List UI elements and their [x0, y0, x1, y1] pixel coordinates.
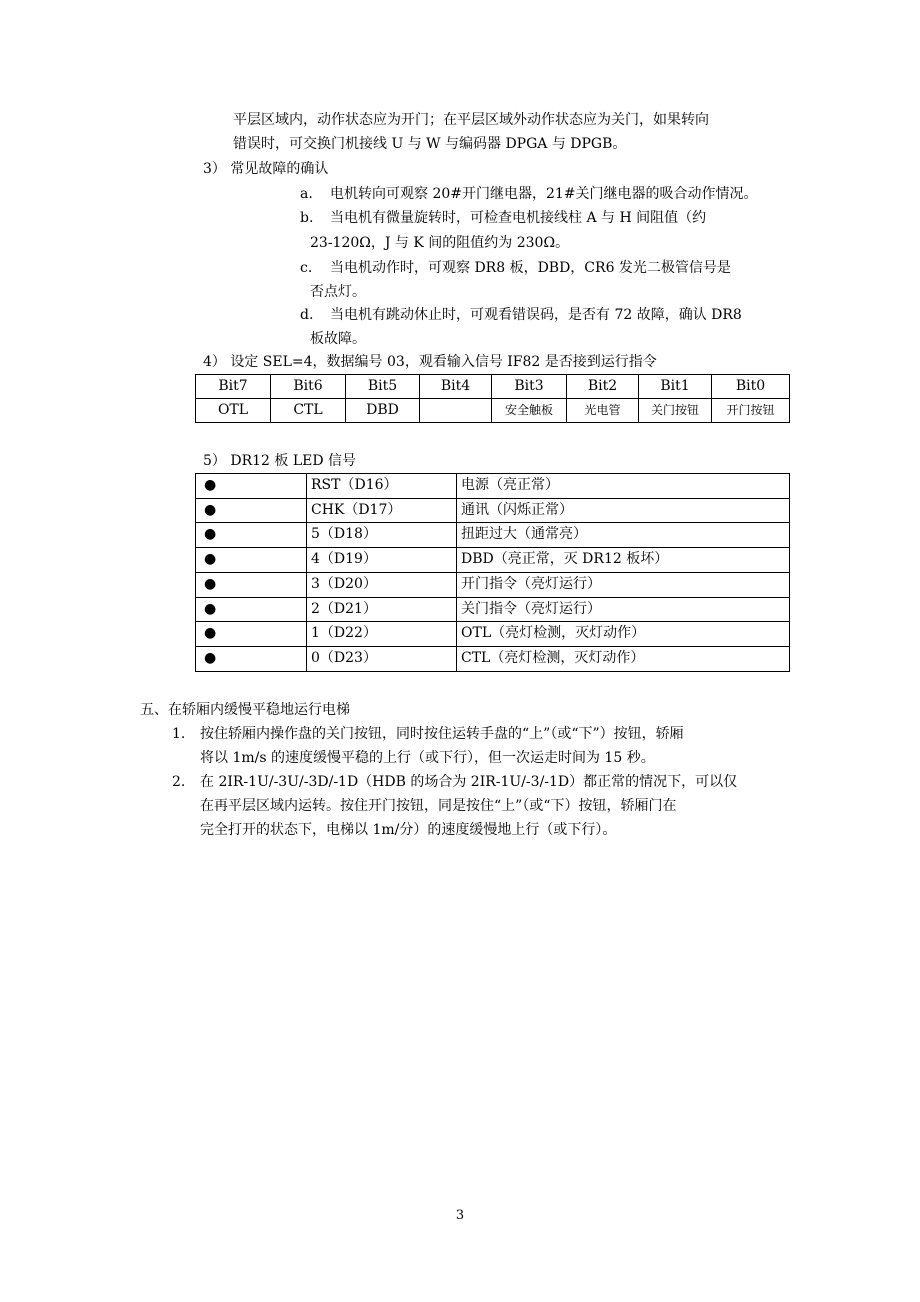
led-bullet: ● — [196, 548, 307, 573]
list-item-text: 在 2IR-1U/-3U/-3D/-1D（HDB 的场合为 2IR-1U/-3/-1D）都正常的情况下，可以仅 — [200, 774, 738, 790]
led-name: 3（D20） — [307, 572, 457, 597]
bit-value-cell: 光电管 — [567, 399, 639, 423]
led-bullet: ● — [196, 474, 307, 499]
paragraph-line: 错误时，可交换门机接线 U 与 W 与编码器 DPGA 与 DPGB。 — [233, 136, 627, 152]
bit-header-cell: Bit7 — [196, 375, 271, 399]
subitem-text: 当电机有跳动休止时，可观看错误码，是否有 72 故障，确认 DR8 — [330, 307, 742, 323]
bit-value-cell: 安全触板 — [492, 399, 567, 423]
led-bullet: ● — [196, 523, 307, 548]
bit-value-cell: DBD — [346, 399, 420, 423]
subitem-marker: c. — [300, 260, 313, 276]
bit-header-cell: Bit3 — [492, 375, 567, 399]
led-row — [196, 498, 790, 523]
led-name: RST（D16） — [307, 474, 457, 499]
bit-value-cell: 开门按钮 — [712, 399, 790, 423]
led-row — [196, 523, 790, 548]
bit-value-cell: CTL — [271, 399, 346, 423]
bit-value-cell — [420, 399, 492, 423]
led-row — [196, 646, 790, 671]
subitem-text: 当电机动作时，可观察 DR8 板，DBD，CR6 发光二极管信号是 — [330, 260, 731, 276]
bit-header-cell: Bit0 — [712, 375, 790, 399]
subitem-text: 否点灯。 — [310, 284, 366, 300]
subitem-text: 板故障。 — [310, 331, 366, 347]
led-name: 4（D19） — [307, 548, 457, 573]
item4-title: 4） 设定 SEL=4，数据编号 03，观看输入信号 IF82 是否接到运行指令 — [203, 354, 657, 370]
bit-value-cell: 关门按钮 — [639, 399, 712, 423]
led-row — [196, 572, 790, 597]
led-meaning: 通讯（闪烁正常） — [457, 498, 790, 523]
led-bullet: ● — [196, 646, 307, 671]
led-name: 0（D23） — [307, 646, 457, 671]
input-signal-bit-table — [195, 374, 790, 423]
subitem-marker: d. — [300, 307, 314, 323]
page-number: 3 — [455, 1208, 465, 1223]
led-row — [196, 548, 790, 573]
led-meaning: 关门指令（亮灯运行） — [457, 597, 790, 622]
subitem-text: 23-120Ω，J 与 K 间的阻值约为 230Ω。 — [310, 235, 570, 251]
list-marker: 2. — [172, 774, 186, 790]
bit-header-cell: Bit1 — [639, 375, 712, 399]
led-meaning: OTL（亮灯检测，灭灯动作） — [457, 622, 790, 647]
led-meaning: DBD（亮正常，灭 DR12 板坏） — [457, 548, 790, 573]
subitem-text: 当电机有微量旋转时，可检查电机接线柱 A 与 H 间阻值（约 — [330, 210, 707, 226]
bit-header-cell: Bit2 — [567, 375, 639, 399]
led-meaning: CTL（亮灯检测，灭灯动作） — [457, 646, 790, 671]
section-heading: 五、在轿厢内缓慢平稳地运行电梯 — [140, 702, 350, 718]
paragraph-line: 平层区域内，动作状态应为开门；在平层区域外动作状态应为关门，如果转向 — [233, 112, 709, 128]
led-row — [196, 597, 790, 622]
bit-header-cell: Bit6 — [271, 375, 346, 399]
list-item-text: 完全打开的状态下，电梯以 1m/分）的速度缓慢地上行（或下行）。 — [200, 822, 617, 838]
list-item-text: 在再平层区域内运转。按住开门按钮，同是按住“上”（或“下）按钮，轿厢门在 — [200, 798, 677, 814]
item3-title: 3） 常见故障的确认 — [203, 161, 329, 177]
subitem-marker: a. — [300, 186, 313, 202]
list-item-text: 按住轿厢内操作盘的关门按钮，同时按住运转手盘的“上”（或“下”）按钮，轿厢 — [200, 726, 684, 742]
item5-title: 5） DR12 板 LED 信号 — [203, 453, 357, 469]
led-signal-table — [195, 473, 790, 672]
led-meaning: 开门指令（亮灯运行） — [457, 572, 790, 597]
bit-header-cell: Bit5 — [346, 375, 420, 399]
led-name: 1（D22） — [307, 622, 457, 647]
led-row — [196, 474, 790, 499]
bit-header-cell: Bit4 — [420, 375, 492, 399]
bit-value-cell: OTL — [196, 399, 271, 423]
led-name: 5（D18） — [307, 523, 457, 548]
led-meaning: 电源（亮正常） — [457, 474, 790, 499]
subitem-marker: b. — [300, 210, 314, 226]
led-meaning: 扭距过大（通常亮） — [457, 523, 790, 548]
led-row — [196, 622, 790, 647]
led-bullet: ● — [196, 498, 307, 523]
list-item-text: 将以 1m/s 的速度缓慢平稳的上行（或下行），但一次运走时间为 15 秒。 — [200, 750, 655, 766]
bit-value-row — [196, 399, 790, 423]
led-bullet: ● — [196, 597, 307, 622]
bit-header-row — [196, 375, 790, 399]
led-bullet: ● — [196, 572, 307, 597]
led-name: 2（D21） — [307, 597, 457, 622]
subitem-text: 电机转向可观察 20#开门继电器，21#关门继电器的吸合动作情况。 — [330, 186, 758, 202]
list-marker: 1. — [172, 726, 186, 742]
led-name: CHK（D17） — [307, 498, 457, 523]
led-bullet: ● — [196, 622, 307, 647]
